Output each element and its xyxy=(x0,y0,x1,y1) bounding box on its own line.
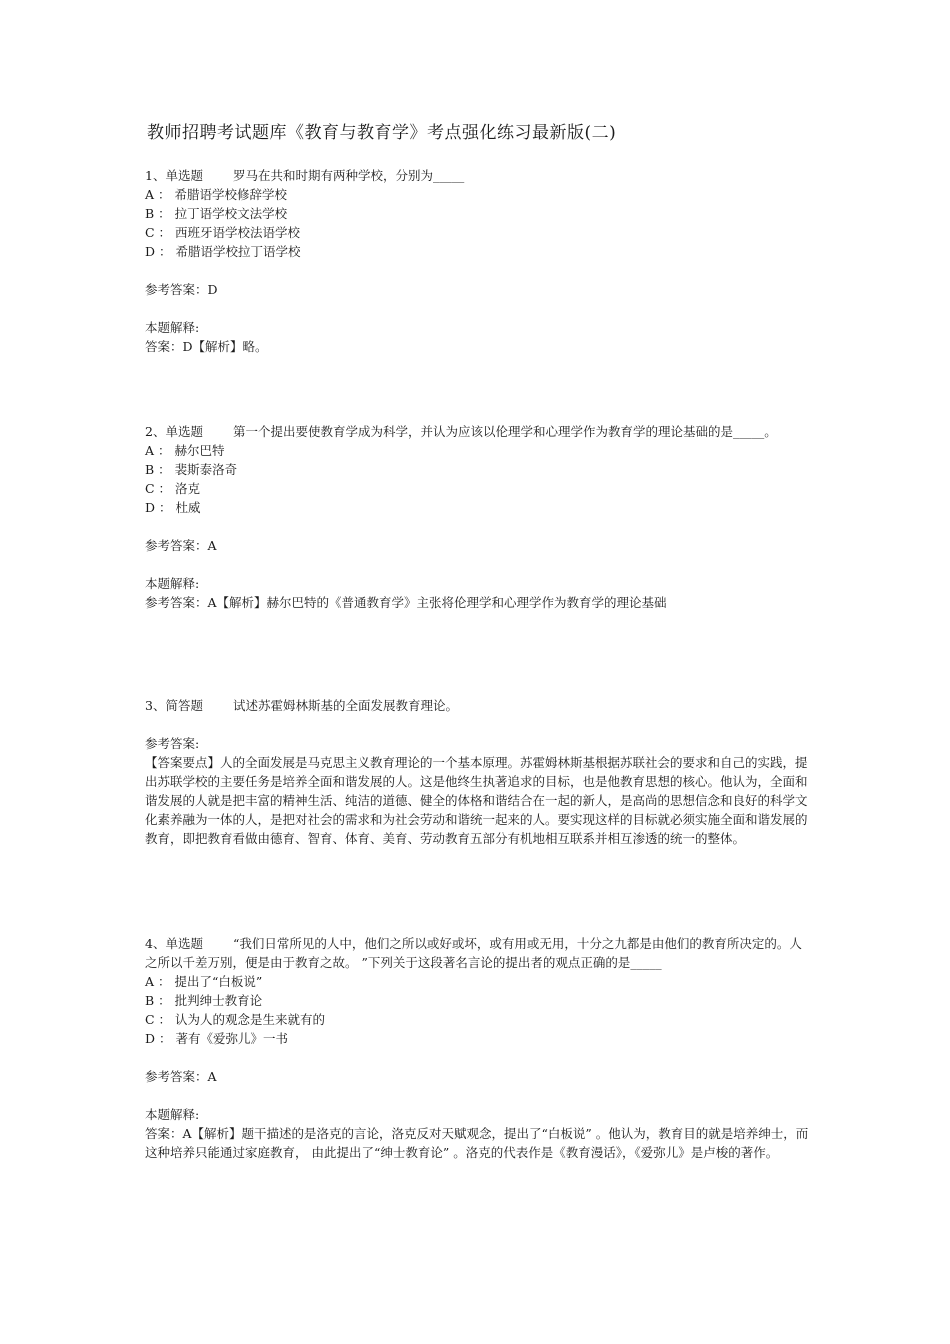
option-d: D ： 著有《爱弥儿》一书 xyxy=(145,1031,288,1046)
question-3 xyxy=(145,696,810,848)
answer: 参考答案: xyxy=(145,736,200,751)
option-b: B ： 批判绅士教育论 xyxy=(145,993,263,1008)
question-header xyxy=(145,166,810,185)
option-b: B ： 拉丁语学校文法学校 xyxy=(145,206,288,221)
question-2 xyxy=(145,422,810,612)
option-d: D ： 杜威 xyxy=(145,500,201,515)
explanation-label: 本题解释: xyxy=(145,1107,200,1122)
question-stem: 第一个提出要使教育学成为科学，并认为应该以伦理学和心理学作为教育学的理论基础的是_____。 xyxy=(232,424,777,439)
option-a: A ： 提出了“白板说” xyxy=(145,974,263,989)
option-c: C ： 西班牙语学校法语学校 xyxy=(145,225,301,240)
question-number: 4、 xyxy=(145,936,166,951)
question-type: 简答题 xyxy=(165,698,203,713)
option-a: A ： 赫尔巴特 xyxy=(145,443,225,458)
question-stem: 试述苏霍姆林斯基的全面发展教育理论。 xyxy=(232,698,458,713)
question-header xyxy=(145,934,810,972)
option-d: D ： 希腊语学校拉丁语学校 xyxy=(145,244,301,259)
question-header xyxy=(145,696,810,715)
question-type: 单选题 xyxy=(165,424,203,439)
explanation: 答案：D【解析】略。 xyxy=(145,339,268,354)
question-1 xyxy=(145,166,810,356)
option-b: B ： 裴斯泰洛奇 xyxy=(145,462,238,477)
question-stem: 罗马在共和时期有两种学校，分别为_____ xyxy=(232,168,465,183)
explanation: 答案：A【解析】题干描述的是洛克的言论，洛克反对天赋观念，提出了“白板说” 。他认为，教育目的就是培养绅士，而这种培养只能通过家庭教育， 由此提出了“绅士教育论” 。洛克的代表作是《教育漫话》，《爱弥儿》是卢梭的著作。 xyxy=(145,1126,809,1160)
question-number: 1、 xyxy=(145,168,166,183)
option-c: C ： 洛克 xyxy=(145,481,201,496)
explanation: 【答案要点】人的全面发展是马克思主义教育理论的一个基本原理。苏霍姆林斯基根据苏联社会的要求和自己的实践，提出苏联学校的主要任务是培养全面和谐发展的人。这是他终生执著追求的目标，也是他教育思想的核心。他认为，全面和谐发展的人就是把丰富的精神生活、纯洁的道德、健全的体格和谐结合在一起的新人，是高尚的思想信念和良好的科学文化素养融为一体的人，是把对社会的需求和为社会劳动和谐统一起来的人。要实现这样的目标就必须实施全面和谐发展的教育，即把教育看做由德育、智育、体育、美育、劳动教育五部分有机地相互联系并相互渗透的统一的整体。 xyxy=(145,755,808,846)
question-type: 单选题 xyxy=(165,168,203,183)
option-a: A ： 希腊语学校修辞学校 xyxy=(145,187,287,202)
question-type: 单选题 xyxy=(165,936,203,951)
answer: 参考答案：A xyxy=(145,1069,217,1084)
question-number: 3、 xyxy=(145,698,166,713)
explanation-label: 本题解释: xyxy=(145,320,200,335)
explanation-label: 本题解释: xyxy=(145,576,200,591)
option-c: C ： 认为人的观念是生来就有的 xyxy=(145,1012,326,1027)
question-header xyxy=(145,422,810,441)
question-4 xyxy=(145,934,810,1162)
explanation: 参考答案：A【解析】赫尔巴特的《普通教育学》主张将伦理学和心理学作为教育学的理论基础 xyxy=(145,595,667,610)
answer: 参考答案：D xyxy=(145,282,218,297)
document-title: 教师招聘考试题库《教育与教育学》考点强化练习最新版(二) xyxy=(147,123,617,143)
question-stem: “我们日常所见的人中，他们之所以或好或坏，或有用或无用，十分之九都是由他们的教育所决定的。人之所以千差万别，便是由于教育之故。 ”下列关于这段著名言论的提出者的观点正确的是_____ xyxy=(145,936,802,970)
question-number: 2、 xyxy=(145,424,166,439)
answer: 参考答案：A xyxy=(145,538,217,553)
